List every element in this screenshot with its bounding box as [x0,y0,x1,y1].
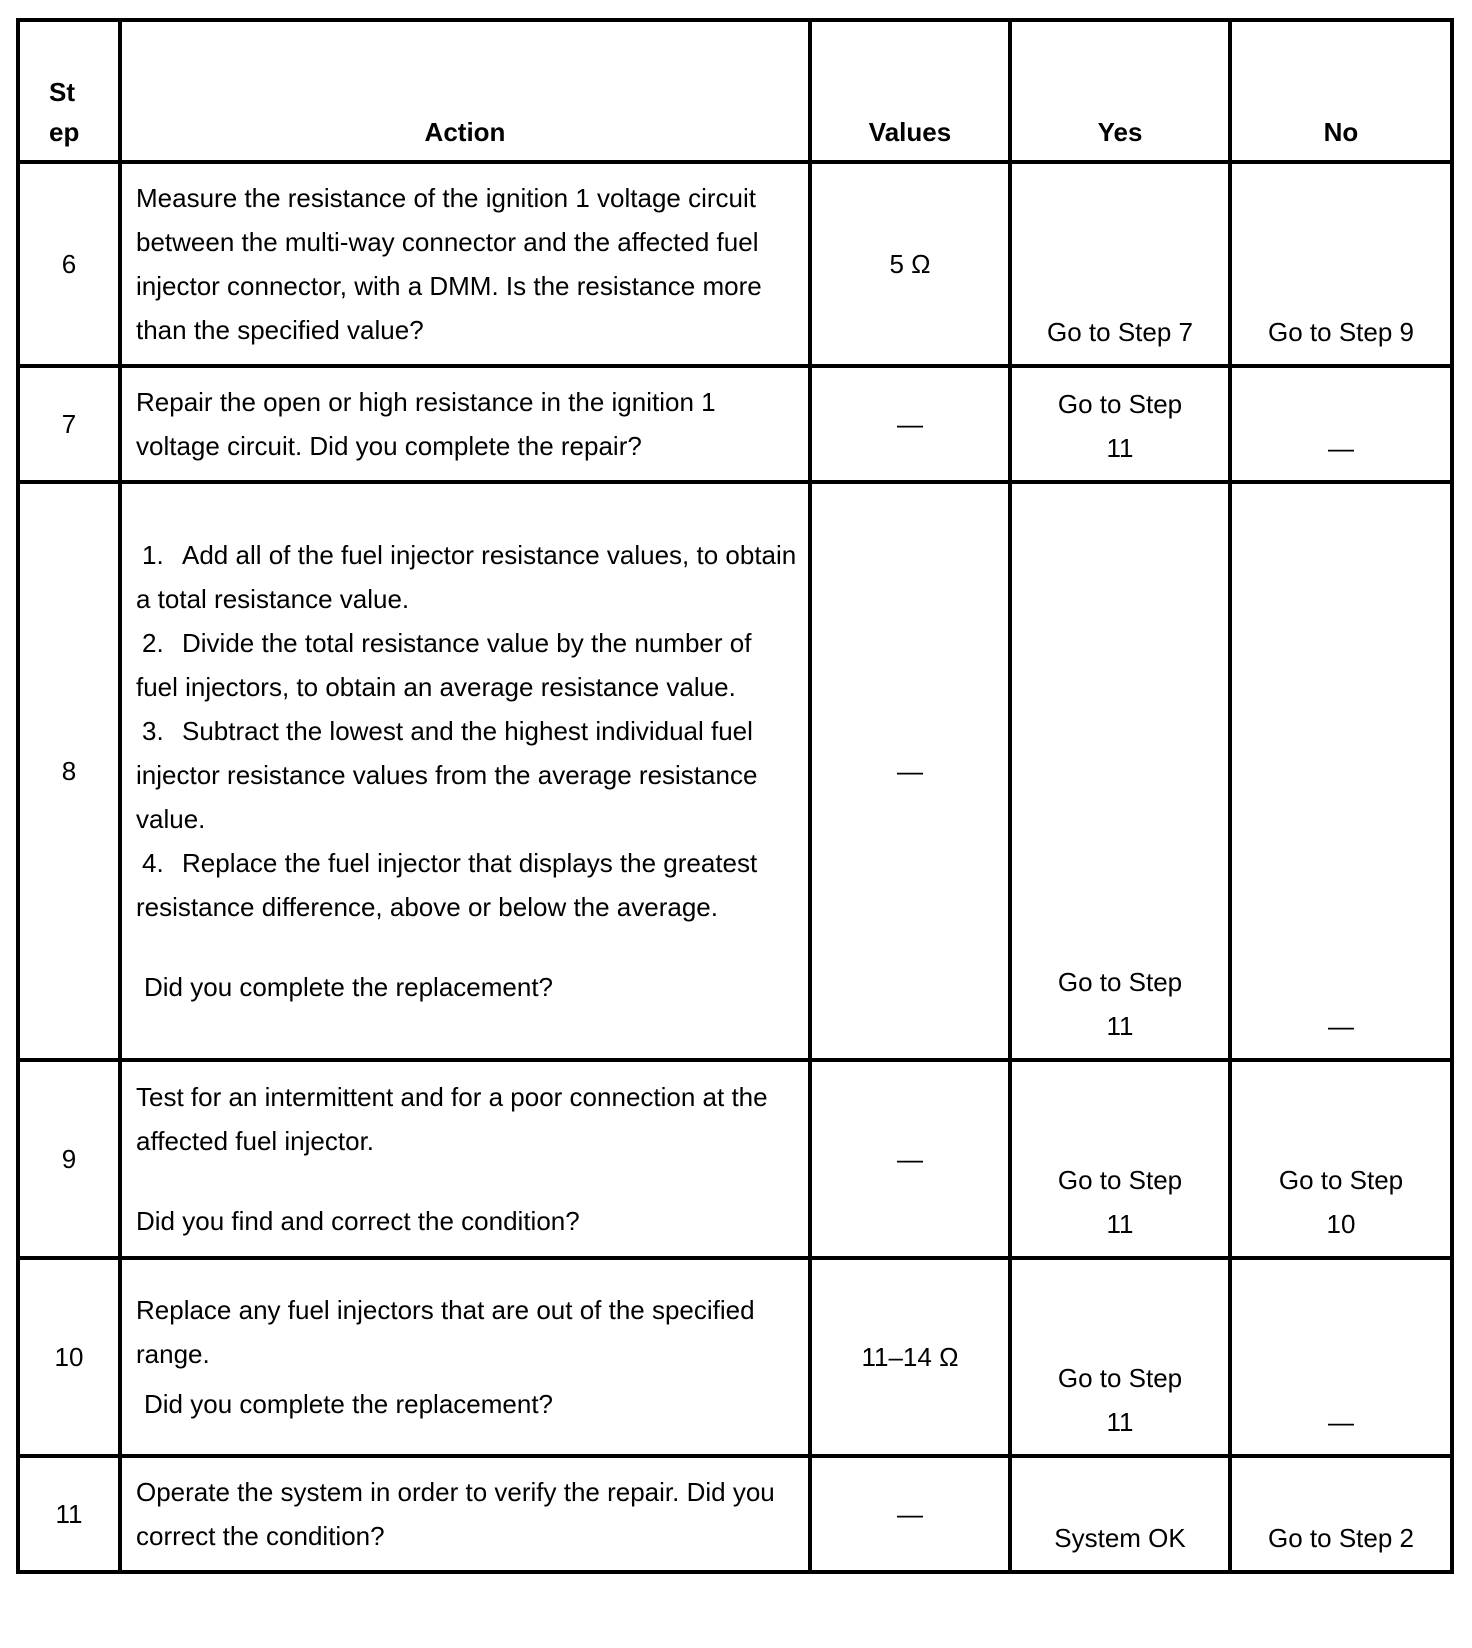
values-cell: — [810,366,1010,482]
action-text: Measure the resistance of the ignition 1 voltage circuit between the multi-way connector and the affected fuel injector connector, with a DMM. Is the resistance more than the specified value? [120,162,810,366]
values-cell: — [810,1060,1010,1258]
table-row-step-11 [18,1456,1452,1572]
table-row-step-6 [18,162,1452,366]
no-text: Go to Step 9 [1268,317,1414,347]
list-item: 4. Replace the fuel injector that displays the greatest resistance difference, above or below the average. [136,848,758,922]
yes-cell [1010,1258,1230,1456]
no-text: — [1328,433,1354,463]
table-row-step-7 [18,366,1452,482]
diagnostic-table [16,18,1454,1574]
yes-text: Go to Step 11 [1057,967,1183,1041]
yes-cell [1010,366,1230,482]
action-list [120,482,810,1060]
values-cell: 11–14 Ω [810,1258,1010,1456]
header-action: Action [120,20,810,162]
question-text: Did you complete the replacement? [144,1389,554,1419]
yes-text: Go to Step 11 [1057,1363,1183,1437]
header-no: No [1230,20,1452,162]
no-cell [1230,162,1452,366]
question-text: Did you find and correct the condition? [136,1206,580,1236]
step-number: 7 [18,366,120,482]
action-text: Operate the system in order to verify the repair. Did you correct the condition? [120,1456,810,1572]
action-text: Replace any fuel injectors that are out of the specified range. Did you complete the replacement? [120,1258,810,1456]
values-cell: — [810,482,1010,1060]
values-cell: 5 Ω [810,162,1010,366]
yes-text: Go to Step 7 [1047,317,1193,347]
step-number: 10 [18,1258,120,1456]
table-row-step-10 [18,1258,1452,1456]
step-number: 6 [18,162,120,366]
no-text: Go to Step 10 [1278,1165,1404,1239]
header-yes: Yes [1010,20,1230,162]
yes-cell [1010,482,1230,1060]
no-cell [1230,1258,1452,1456]
no-cell [1230,482,1452,1060]
no-cell [1230,366,1452,482]
yes-cell [1010,1456,1230,1572]
question-text: Did you complete the replacement? [144,972,554,1002]
no-text: — [1328,1011,1354,1041]
no-text: Go to Step 2 [1268,1523,1414,1553]
action-text: Repair the open or high resistance in the ignition 1 voltage circuit. Did you complete the repair? [120,366,810,482]
yes-text: Go to Step 11 [1057,1165,1183,1239]
yes-cell [1010,162,1230,366]
list-item: 1. Add all of the fuel injector resistance values, to obtain a total resistance value. [136,540,797,614]
step-number: 8 [18,482,120,1060]
values-cell: — [810,1456,1010,1572]
step-number: 11 [18,1456,120,1572]
yes-cell [1010,1060,1230,1258]
no-cell [1230,1456,1452,1572]
header-step: Step [18,20,120,162]
table-row-step-8 [18,482,1452,1060]
step-number: 9 [18,1060,120,1258]
header-values: Values [810,20,1010,162]
header-row [18,20,1452,162]
yes-text: Go to Step 11 [1057,389,1183,463]
list-item: 3. Subtract the lowest and the highest individual fuel injector resistance values from the average resistance value. [136,716,758,834]
no-text: — [1328,1407,1354,1437]
list-item: 2. Divide the total resistance value by the number of fuel injectors, to obtain an average resistance value. [136,628,752,702]
yes-text: System OK [1054,1523,1186,1553]
no-cell [1230,1060,1452,1258]
action-text: Test for an intermittent and for a poor connection at the affected fuel injector. Did you find and correct the condition? [120,1060,810,1258]
table-row-step-9 [18,1060,1452,1258]
